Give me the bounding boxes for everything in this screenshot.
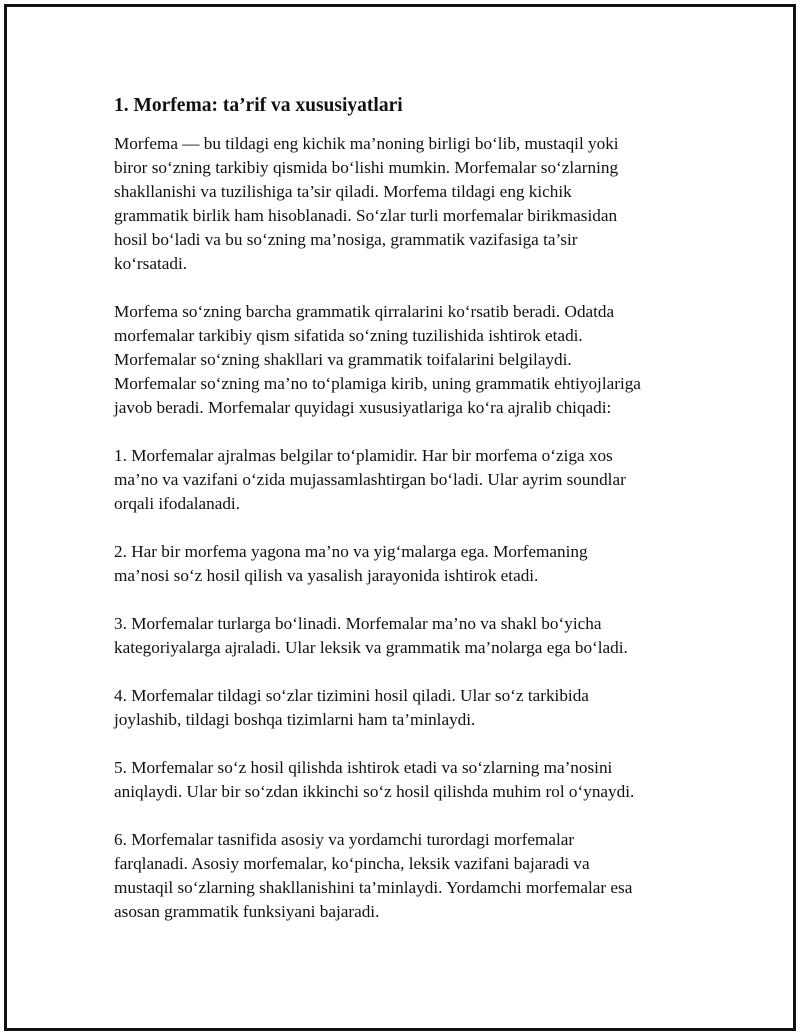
paragraph-grammar-role: Morfema so‘zning barcha grammatik qirralarini ko‘rsatib beradi. Odatda morfemalar tarkibiy qism sifatida so‘zning tuzilishida ishtirok etadi. Morfemalar so‘zning shakllari va grammatik toifalarini belgilaydi. Morfemalar so‘zning ma’no to‘plamiga kirib, uning grammatik ehtiyojlariga javob beradi. Morfemalar quyidagi xususiyatlariga ko‘ra ajralib chiqadi: <box>114 302 641 417</box>
list-item-3: 3. Morfemalar turlarga bo‘linadi. Morfemalar ma’no va shakl bo‘yicha kategoriyalarga ajraladi. Ular leksik va grammatik ma’nolarga ega bo‘ladi. <box>114 614 628 657</box>
list-item-6: 6. Morfemalar tasnifida asosiy va yordamchi turordagi morfemalar farqlanadi. Asosiy morfemalar, ko‘pincha, leksik vazifani bajaradi va mustaqil so‘zlarning shakllanishini ta’minlaydi. Yordamchi morfemalar esa asosan grammatik funksiyani bajaradi. <box>114 830 633 921</box>
list-item-5: 5. Morfemalar so‘z hosil qilishda ishtirok etadi va so‘zlarning ma’nosini aniqlaydi. Ular bir so‘zdan ikkinchi so‘z hosil qilishda muhim rol o‘ynaydi. <box>114 758 635 801</box>
list-item-1: 1. Morfemalar ajralmas belgilar to‘plamidir. Har bir morfema o‘ziga xos ma’no va vazifani o‘zida mujassamlashtirgan bo‘ladi. Ular ayrim soundlar orqali ifodalanadi. <box>114 446 626 513</box>
section-title: 1. Morfema: ta’rif va xususiyatlari <box>114 95 403 116</box>
list-item-4: 4. Morfemalar tildagi so‘zlar tizimini hosil qiladi. Ular so‘z tarkibida joylashib, tildagi boshqa tizimlarni ham ta’minlaydi. <box>114 686 589 729</box>
paragraph-definition: Morfema — bu tildagi eng kichik ma’noning birligi bo‘lib, mustaqil yoki biror so‘zning tarkibiy qismida bo‘lishi mumkin. Morfemalar so‘zlarning shakllanishi va tuzilishiga ta’sir qiladi. Morfema tildagi eng kichik grammatik birlik ham hisoblanadi. So‘zlar turli morfemalar birikmasidan hosil bo‘ladi va bu so‘zning ma’nosiga, grammatik vazifasiga ta’sir ko‘rsatadi. <box>114 134 619 273</box>
document-body <box>114 92 704 948</box>
list-item-2: 2. Har bir morfema yagona ma’no va yig‘malarga ega. Morfemaning ma’nosi so‘z hosil qilish va yasalish jarayonida ishtirok etadi. <box>114 542 588 585</box>
